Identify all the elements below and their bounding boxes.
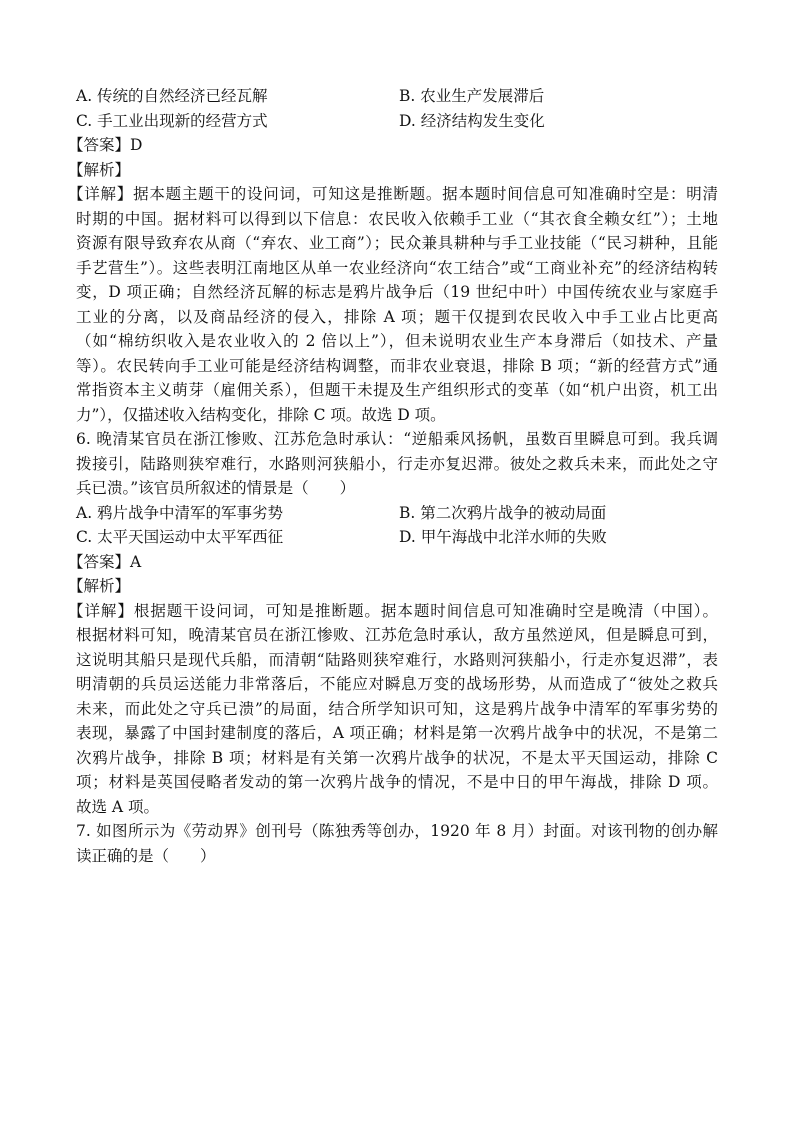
q5-option-c: C. 手工业出现新的经营方式	[76, 111, 268, 130]
q5-detail-line: 【详解】据本题主题干的设问词，可知这是推断题。据本题时间信息可知准确时空是：明清	[68, 185, 718, 203]
q6-option-c: C. 太平天国运动中太平军西征	[76, 528, 284, 546]
q5-detail-line: （如“棉纺织收入是农业收入的 2 倍以上”），但未说明农业生产本身滞后（如技术、产量	[76, 332, 718, 350]
q6-detail-line: 表现，暴露了中国封建制度的落后，A 项正确；材料是第一次鸦片战争中的状况，不是第二	[76, 724, 718, 742]
q6-detail-line: 根据材料可知，晚清某官员在浙江惨败、江苏危急时承认，敌方虽然逆风，但是瞬息可到，	[76, 626, 718, 644]
q5-detail-line: 常指资本主义萌芽（雇佣关系），但题干未提及生产组织形式的变革（如“机户出资，机工出	[76, 381, 718, 399]
q6-stem-line: 兵已溃。”该官员所叙述的情景是（ ）	[76, 479, 356, 497]
q5-detail-line: 手艺营生”）。这些表明江南地区从单一农业经济向“农工结合”或“工商业补充”的经济结构转	[76, 258, 718, 277]
q5-detail-line: 等）。农民转向手工业可能是经济结构调整，而非农业衰退，排除 B 项；“新的经营方式”通	[76, 356, 718, 375]
q6-option-a: A. 鸦片战争中清军的军事劣势	[76, 503, 284, 522]
q6-options-row-2	[76, 525, 718, 550]
q5-analysis-label: 【解析】	[68, 160, 131, 179]
q6-detail-line: 明清朝的兵员运送能力非常落后，不能应对瞬息万变的战场形势，从而造成了“彼处之救兵	[76, 675, 718, 693]
q6-option-b: B. 第二次鸦片战争的被动局面	[399, 503, 607, 522]
q6-detail-line: 未来，而此处之守兵已溃”的局面，结合所学知识可知，这是鸦片战争中清军的军事劣势的	[76, 699, 718, 718]
q5-detail-line: 资源有限导致弃农从商（“弃农、业工商”）；民众兼具耕种与手工业技能（“民习耕种，且能	[76, 234, 718, 252]
q6-analysis-label: 【解析】	[68, 577, 131, 595]
q5-options-row-2	[76, 109, 718, 134]
q5-detail-line: 力”），仅描述收入结构变化，排除 C 项。故选 D 项。	[76, 405, 446, 424]
q5-option-a: A. 传统的自然经济已经瓦解	[76, 87, 268, 105]
q5-detail-line: 变，D 项正确；自然经济瓦解的标志是鸦片战争后（19 世纪中叶）中国传统农业与家庭手	[76, 283, 718, 301]
q7-stem-line: 7. 如图所示为《劳动界》创刊号（陈独秀等创办，1920 年 8 月）封面。对该刊物的创办解	[76, 822, 718, 840]
q5-options-row-1	[76, 84, 718, 109]
q5-detail-line: 工业的分离，以及商品经济的侵入，排除 A 项；题干仅提到农民收入中手工业占比更高	[76, 307, 718, 326]
q6-detail-line: 【详解】根据题干设问词，可知是推断题。据本题时间信息可知准确时空是晚清（中国）。	[68, 601, 718, 620]
q5-option-b: B. 农业生产发展滞后	[399, 87, 545, 105]
q6-detail-line: 故选 A 项。	[76, 797, 160, 816]
q6-detail-line: 次鸦片战争，排除 B 项；材料是有关第一次鸦片战争的状况，不是太平天国运动，排除 C	[76, 748, 718, 767]
q5-option-d: D. 经济结构发生变化	[399, 111, 545, 130]
q6-option-d: D. 甲午海战中北洋水师的失败	[399, 528, 607, 546]
q6-detail-line: 项；材料是英国侵略者发动的第一次鸦片战争的情况，不是中日的甲午海战，排除 D 项。	[76, 773, 718, 791]
page-content	[68, 84, 718, 868]
q6-options-row-1	[76, 501, 718, 526]
q6-detail-line: 这说明其船只是现代兵船，而清朝“陆路则狭窄难行，水路则河狭船小，行走亦复迟滞”，表	[76, 650, 718, 669]
q6-stem-line: 拨接引，陆路则狭窄难行，水路则河狭船小，行走亦复迟滞。彼处之救兵未来，而此处之守	[76, 454, 718, 473]
q6-stem-line: 6. 晚清某官员在浙江惨败、江苏危急时承认：“逆船乘风扬帆，虽数百里瞬息可到。我兵调	[76, 430, 718, 448]
q5-answer: 【答案】D	[68, 136, 143, 154]
q7-stem-line: 读正确的是（ ）	[76, 846, 216, 865]
q6-answer: 【答案】A	[68, 552, 142, 571]
q5-detail-line: 时期的中国。据材料可以得到以下信息：农民收入依赖手工业（“其衣食全赖女红”）；土地	[76, 209, 718, 228]
